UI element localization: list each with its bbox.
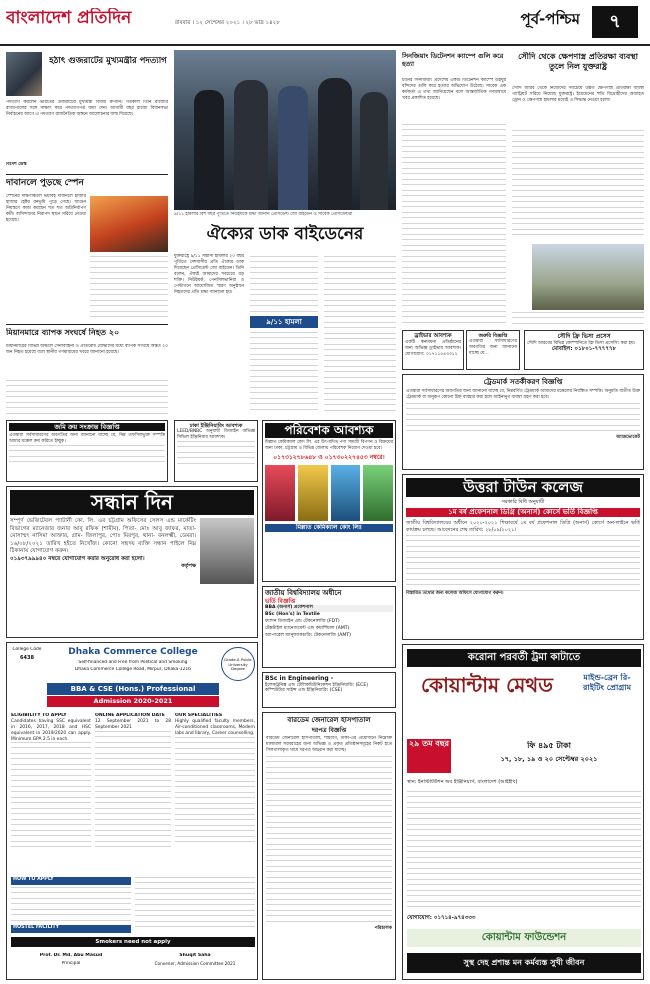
nu-title: জাতীয় বিশ্ববিদ্যালয় অধীনে: [265, 589, 342, 597]
quantum-stat: ২৯ তম বছর: [407, 739, 451, 773]
dcc-col-body: 12 September 2021 to 28 September 2021: [95, 718, 171, 730]
gujarat-body: পদত্যাগ করলেন ভারতের গুজরাটের মুখ্যমন্ত্রী বিজয় রুপানি। গতকাল তিনি রাজ্যের রাজ্যপালের সঙ্গে সাক্ষাৎ করে পদত্যাগপত্র জমা দেন। আগামী বছর রাজ্যে বিধানসভা নির্বাচনের আগে এ পদত্যাগ রাজনৈতিক অঙ্গনে আলোচনার জন্ম দিয়েছে।: [6, 100, 168, 117]
wildfire-body: স্পেনের দক্ষিণাঞ্চলে ভয়াবহ দাবানলে হাজার হাজার হেক্টর বনভূমি পুড়ে গেছে। আগুন নিয়ন্ত্রণে কাজ করছেন শত শত অগ্নিনির্বাপণ কর্মী। বাসিন্দাদের নিরাপদ স্থানে সরিয়ে নেওয়া হয়েছে।: [6, 194, 86, 223]
quantum-side: মাইন্ড-ব্রেন রি-রাইটিং প্রোগ্রাম: [582, 673, 632, 692]
engineer-ad: [174, 420, 258, 482]
dcc-smoke: Smokers need not apply: [11, 937, 255, 947]
cleaner-company: মিল্লাত কেমিক্যাল কোং লিঃ: [265, 524, 393, 532]
uttara-title: উত্তরা টাউন কলেজ: [406, 478, 640, 497]
nu-tag: ভর্তি বিজ্ঞপ্তি: [265, 597, 296, 605]
trademark-signatory: অ্যাডভোকেট: [616, 434, 640, 440]
saudi-headline: সৌদি থেকে ক্ষেপণাস্ত্র প্রতিরক্ষা ব্যবস্থা তুলে নিল যুক্তরাষ্ট্র: [518, 52, 638, 71]
divider: [6, 174, 168, 175]
page-number: ৭: [592, 6, 638, 38]
trademark-ad: [402, 374, 644, 470]
hospital-subtitle: দরপত্র বিজ্ঞপ্তি: [311, 726, 347, 734]
trademark-body: এতদ্বারা সর্বসাধারণের অবগতির জন্য জানানো যাচ্ছে যে, নিম্নবর্ণিত ট্রেডমার্ক আমাদের মক্কেলের নিবন্ধিত সম্পত্তি। অনুমতি ব্যতীত উক্ত ট্রেডমার্ক বা অনুরূপ কোনো চিহ্ন ব্যবহার করা হলে আইনানুগ ব্যবস্থা গ্রহণ করা হবে।: [406, 388, 640, 400]
masthead-dateline: রবিবার । ১২ সেপ্টেম্বর ২০২১ । ২৮ ভাদ্র ১৪২৮: [175, 20, 280, 26]
driver-ad: [402, 330, 464, 370]
dcc-code: 6438: [20, 655, 34, 661]
crowd-figure: [194, 90, 224, 210]
cleaner-ad: [262, 420, 396, 582]
quantum-details: [407, 791, 641, 911]
dcc-subtitle: Self-financed and Free from Political and Smoking: [78, 660, 188, 665]
dcc-principal-title: Principal: [61, 961, 81, 966]
engineer-ad-body-cont: [177, 441, 255, 465]
sandhan-ad: [6, 486, 258, 638]
trademark-body-cont: [406, 403, 640, 435]
wildfire-body-cont: [90, 256, 168, 320]
dcc-seal: Grade-A Public University Degree: [221, 647, 255, 681]
quantum-tag: করোনা পরবর্তী ট্রমা কাটাতে: [407, 649, 641, 667]
dcc-col-title: ELIGIBILITY TO APPLY: [11, 713, 67, 718]
saudi-body: সৌদি আরব থেকে নিজেদের সবচেয়ে উন্নত ক্ষেপণাস্ত্র প্রতিরক্ষা ব্যবস্থা প্যাট্রিয়ট সরিয়ে নিয়েছে যুক্তরাষ্ট্র। ইয়েমেনের হুতি বিদ্রোহীদের অব্যাহত ড্রোন ও ক্ষেপণাস্ত্র হামলার মধ্যেই এ সিদ্ধান্ত নেওয়া হলো।: [512, 86, 644, 103]
crowd-figure: [234, 80, 268, 210]
quantum-foundation: কোয়ান্টাম ফাউন্ডেশন: [407, 929, 641, 947]
photo-caption: ৯/১১ হামলার বিশ বছর পূর্তিতে নিউইয়র্কে শ্রদ্ধা জানান প্রেসিডেন্ট জো বাইডেন ও সাবেক প্রেসিডেন্টরা: [174, 212, 353, 217]
nu-program: BSc (Hon's) in Textile: [265, 612, 320, 618]
land-ad-body-cont: [9, 445, 165, 467]
national-univ-ad: [262, 586, 396, 668]
gujarat-photo: [6, 52, 42, 96]
dcc-col-body: Highly qualified faculty members, Air-conditioned classrooms, Modern labs and library, Career counselling.: [175, 718, 255, 736]
uttara-body-cont: [406, 535, 640, 591]
biden-body-cont: [250, 256, 318, 312]
notice-ad-title: জরুরি বিজ্ঞপ্তি: [478, 333, 508, 339]
dcc-ad: [6, 642, 258, 980]
sandhan-issuer: কর্তৃপক্ষ: [181, 562, 196, 569]
biden-headline: ঐক্যের ডাক বাইডেনের: [206, 224, 364, 244]
saudi-visa-phone: মোবাইল: ০১৮০১-৭৭৭৭৭৮: [551, 346, 617, 353]
dcc-convener-title: Convener, Admission Committee 2021: [154, 961, 236, 966]
dcc-how-to-apply: HOW TO APPLY: [11, 877, 131, 885]
land-ad-body: এতদ্বারা সর্বসাধারণের অবগতির জন্য জানানো যাচ্ছে যে, নিম্ন তফসিলভুক্ত সম্পত্তি আমার মক্কেল ক্রয় করিতে ইচ্ছুক।: [9, 433, 165, 445]
notice-ad-body: এতদ্বারা সর্বসাধারণের অবগতির জন্য জানানো যাচ্ছে যে...: [469, 339, 517, 357]
driver-ad-title: ড্রাইভার আবশ্যক: [414, 333, 452, 339]
dcc-address: Dhaka Commerce College Road, Mirpur, Dhaka-1216: [75, 667, 191, 672]
missile-photo: [532, 244, 644, 310]
biden-subhead: ৯/১১ হামলা: [250, 316, 318, 328]
bsc-eng-title: BSc in Engineering -: [265, 675, 334, 682]
saudi-visa-ad: [524, 330, 644, 370]
dcc-principal: Prof. Dr. Md. Abu Masud: [39, 953, 103, 958]
crowd-figure: [360, 92, 388, 210]
engineer-ad-title: ঢাকা ইঞ্জিনিয়ারিং আবশ্যক: [189, 423, 243, 429]
product-bottle: [298, 465, 328, 521]
product-bottle: [265, 465, 295, 521]
bsc-eng-ad: [262, 672, 396, 708]
hospital-body: বারডেম জেনারেল হাসপাতাল, শাহবাগ, ঢাকা-এর প্রয়োজনে নিম্নোক্ত মালামাল সরবরাহের জন্য অভিজ্ঞ ও প্রকৃত প্রতিষ্ঠানসমূহের নিকট হতে সিলগালাকৃত খামে দরপত্র আহ্বান করা যাচ্ছে।: [266, 736, 392, 754]
missing-person-photo: [200, 518, 254, 584]
quantum-venue: স্থান: ইনস্টিটিউশন অব ইঞ্জিনিয়ার্স, বাংলাদেশ (আইইবি): [407, 779, 518, 785]
dcc-col-2: [95, 713, 171, 873]
nu-program: BBA (অনার্স) প্রফেশনাল: [265, 605, 393, 612]
quantum-footer: সুস্থ দেহ প্রশান্ত মন কর্মব্যস্ত সুখী জীবন: [407, 953, 641, 973]
dcc-col-title: ONLINE APPLICATION DATE: [95, 713, 165, 718]
main-photo: [174, 50, 396, 210]
masthead: [0, 0, 650, 44]
uttara-ad: [402, 474, 644, 640]
nu-program: টেক্সটাইল ম্যানেজমেন্ট এন্ড কমার্শিয়াল (AMT): [265, 625, 350, 631]
sinjiang-headline: সিনজিয়াং ডিটেনশন ক্যাম্পে গুলি করে হত্যা: [402, 52, 504, 69]
saudi-body-cont: [512, 130, 644, 240]
notice-ad: [466, 330, 520, 370]
driver-ad-body: একটি স্বনামধন্য প্রতিষ্ঠানের জন্য অভিজ্ঞ ড্রাইভার আবশ্যক। যোগাযোগ: ০১৭১১৫৪৩৩১২: [405, 339, 461, 357]
dcc-col-body: Candidates having SSC equivalent in 2016, 2017, 2018 and HSC equivalent in 2019/2020 can apply. Minimum GPA 2.5 in each.: [11, 718, 91, 742]
land-ad-title: জমি ক্রয় সংক্রান্ত বিজ্ঞপ্তি: [9, 423, 165, 431]
product-grid: [265, 465, 393, 521]
quantum-ad: [402, 644, 644, 980]
dcc-apply-body: [11, 887, 131, 921]
biden-body: যুক্তরাষ্ট্রে ৯/১১ সন্ত্রাসী হামলার ২০ বছর পূর্তিতে দেশবাসীর প্রতি ঐক্যের ডাক দিয়েছেন প্রেসিডেন্ট জো বাইডেন। তিনি বলেন, ঐক্যই আমাদের সবচেয়ে বড় শক্তি। নিউইয়র্ক, পেনসিলভানিয়া ও পেন্টাগনে আয়োজিত স্মরণ অনুষ্ঠানে নিহতদের প্রতি শ্রদ্ধা জানানো হয়।: [174, 254, 244, 295]
dcc-name: Dhaka Commerce College: [68, 647, 198, 657]
engineer-ad-body: LEED/BNBC অনুযায়ী ডিজাইন অভিজ্ঞ সিভিল ইঞ্জিনিয়ার আবশ্যক।: [177, 429, 255, 441]
nu-programs: [265, 605, 393, 639]
quantum-fee: ফি ৪৯৫ টাকা: [527, 741, 571, 750]
uttara-banner: ১ম বর্ষ প্রফেশনাল ডিগ্রি (অনার্স) কোর্সে ভর্তি বিজ্ঞপ্তি: [406, 508, 640, 517]
bsc-eng-program: কম্পিউটার সাইন্স এন্ড ইঞ্জিনিয়ারিং (CSE): [265, 688, 343, 694]
dcc-banner: BBA & CSE (Hons.) Professional: [47, 683, 219, 695]
cleaner-ad-title: পরিবেশক আবশ্যক: [265, 423, 393, 438]
masthead-rule: [0, 44, 650, 46]
biden-body-cont: [250, 332, 318, 412]
dcc-col-title: OUR SPECIALITIES: [175, 713, 223, 718]
cleaner-ad-phones: ০১৭৩১২৭৮৬৪৮ ও ০১৭৩০২২৭৪৫৩ নম্বরে।: [273, 453, 385, 461]
uttara-note: বিস্তারিত তথ্যের জন্য কলেজ অফিসে যোগাযোগ করুন।: [406, 591, 504, 597]
hospital-body-cont: [266, 756, 392, 926]
dcc-code-label: College Code: [12, 647, 42, 652]
wildfire-photo: [90, 196, 168, 252]
sandhan-title: সন্ধান দিন: [10, 490, 254, 515]
cleaner-ad-body: মিল্লাত কেমিক্যাল কোং লি. এর উৎপাদিত পণ্য সামগ্রী বিপণন ও বিক্রয়ের জন্য ঢাকা, চট্টগ্রাম ও বিভিন্ন জেলায় পরিবেশক নিয়োগ দেওয়া হবে।: [265, 440, 393, 451]
dcc-col-cont: [95, 731, 171, 851]
dcc-session: Admission 2020-2021: [47, 696, 219, 707]
myanmar-body: মিয়ানমারের বিভিন্ন অঞ্চলে সেনাবাহিনী ও প্রতিরোধ যোদ্ধাদের মধ্যে ব্যাপক সংঘর্ষে অন্তত ২০ জন নিহত হয়েছে বলে স্থানীয় গণমাধ্যমের খবরে জানানো হয়েছে।: [6, 344, 168, 355]
saudi-visa-body: সৌদি আরবের বিভিন্ন কোম্পানিতে ফ্রি ভিসা প্রসেসিং করা হয়।: [527, 340, 636, 346]
masthead-logo: বাংলাদেশ প্রতিদিন: [6, 8, 132, 28]
myanmar-body-cont: [6, 380, 168, 414]
product-bottle: [331, 465, 361, 521]
dcc-col-1: [11, 713, 91, 873]
wildfire-headline: দাবানলে পুড়ছে স্পেন: [6, 178, 84, 188]
trademark-title: ট্রেডমার্ক সতর্কীকরণ বিজ্ঞপ্তি: [483, 378, 563, 386]
quantum-days: ১৭, ১৮, ১৯ ও ২০ সেপ্টেম্বর ২০২১: [500, 755, 598, 763]
sinjiang-body-cont: [402, 124, 506, 324]
dcc-convener: Shuqit Saha: [179, 953, 211, 958]
sandhan-body: সম্পূর্ণ ভেজিটেবল প্যাটার্নী কো. লি. এর চট্টগ্রাম অফিসের সেলস এন্ড মার্কেটিং বিভাগের ম্যানেজার জনাব আবু রফিক (শামীম), পিতা- মোঃ আবু জাফর, মাতা- মোসাম্মৎ নাসিমা আক্তার, গ্রাম- জিলাপুর, পোঃ মিরপুর, থানা- বনলক্ষ্মী, ডেমরা। ১৬/০৮/২০২১ তারিখ হইতে নিখোঁজ। কোনো সহৃদয় ব্যক্তি সন্ধান পাইলে নিম্ন ঠিকানায় যোগাযোগ করুন।: [10, 518, 196, 555]
land-ad: [6, 420, 168, 482]
uttara-subtitle: সরকারি বিধি অনুযায়ী: [501, 498, 545, 505]
hospital-ad: [262, 712, 396, 980]
hospital-name: বারডেম জেনারেল হাসপাতাল: [287, 716, 371, 724]
crowd-figure: [318, 78, 352, 210]
bsc-eng-program: ইলেকট্রনিক্স এন্ড টেলিকমিউনিকেশন ইঞ্জিনিয়ারিং (ECE): [265, 682, 369, 688]
saudi-body-cont: [512, 312, 644, 326]
quantum-contact: যোগাযোগ: ০১৭১৪-৯৭৪৩৩৩: [407, 915, 476, 921]
dcc-col-cont: [11, 742, 91, 852]
section-title: পূর্ব-পশ্চিম: [520, 10, 580, 28]
myanmar-headline: মিয়ানমারে ব্যাপক সংঘর্ষে নিহত ২০: [6, 328, 120, 337]
saudi-visa-title: সৌদি ফ্রি ভিসা প্রসেস: [557, 333, 611, 340]
divider: [6, 324, 168, 325]
gujarat-credit: বিদেশ ডেস্ক: [6, 162, 27, 167]
sinjiang-body: চীনের সিনজিয়াং প্রদেশের একটি ডিটেনশন ক্যাম্পে উইঘুর বন্দিদের গুলি করে হত্যার অভিযোগ উঠেছে। সাবেক এক কর্মকর্তা এ তথ্য জানিয়েছেন বলে আন্তর্জাতিক গণমাধ্যমে খবর প্রকাশিত হয়েছে।: [402, 78, 506, 101]
sandhan-contact: ০১৯৩৭৯৯৯৪০ নম্বরে যোগাযোগ করার অনুরোধ করা হলো।: [10, 555, 145, 562]
nu-program: ফ্যাশন ডিজাইন এন্ড টেকনোলজি (FDT): [265, 619, 340, 625]
dcc-fees-body: [135, 877, 255, 931]
uttara-body: জাতীয় বিশ্ববিদ্যালয়ের অধীনে ২০২০-২০২১ শিক্ষাবর্ষে ১ম বর্ষ প্রফেশনাল ডিগ্রি (অনার্স) কোর্সে অন-লাইনে ভর্তি কার্যক্রম চলছে। আবেদনের শেষ তারিখ: ২৮/০৯/২০২১।: [406, 519, 640, 533]
hospital-signatory: পরিচালক: [374, 926, 392, 932]
nu-program: অ্যাপারেল ম্যানুফ্যাকচারিং টেকনোলজি (AMT): [265, 632, 351, 638]
dcc-col-cont: [175, 737, 255, 847]
product-bottle: [363, 465, 393, 521]
quantum-title: কোয়ান্টাম মেথড: [421, 673, 553, 697]
dcc-hostel: HOSTEL FACILITY: [11, 925, 131, 933]
biden-body-cont: [324, 256, 396, 412]
dcc-col-3: [175, 713, 255, 873]
gujarat-headline: হঠাৎ গুজরাটের মুখ্যমন্ত্রীর পদত্যাগ: [49, 56, 167, 66]
crowd-figure: [278, 86, 308, 210]
